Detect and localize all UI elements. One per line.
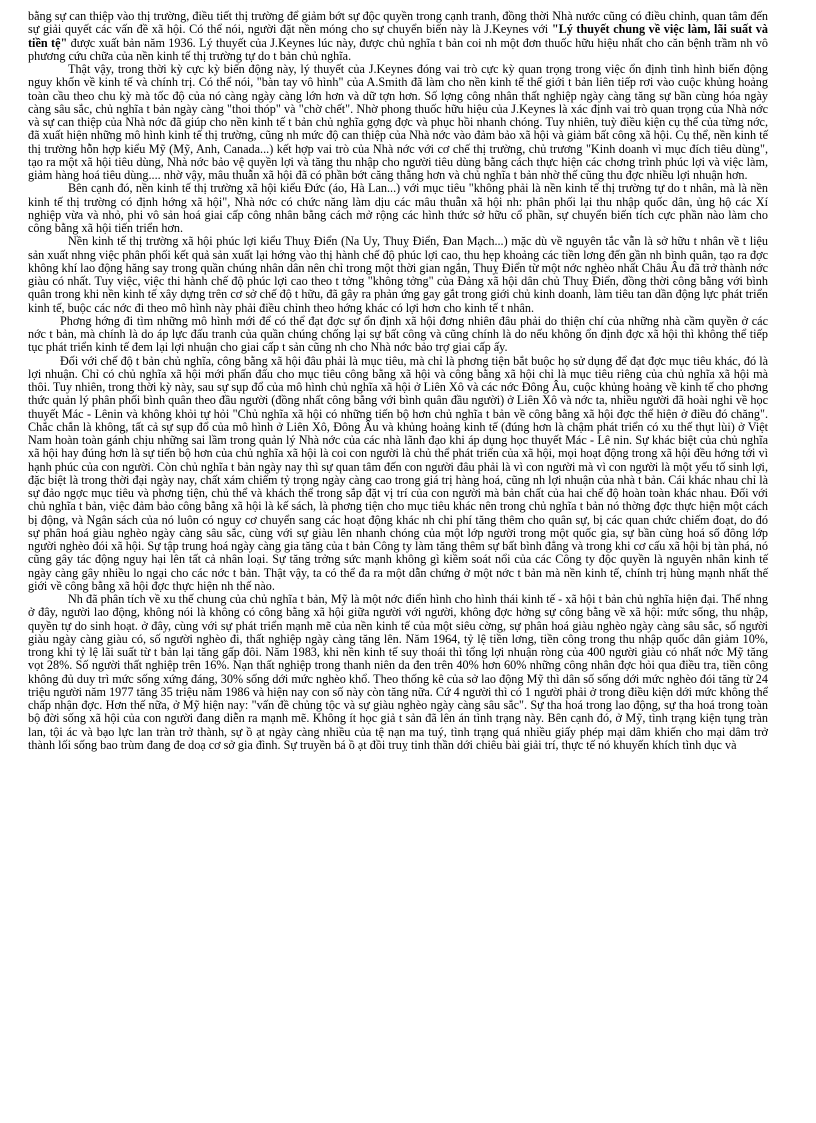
paragraph-intro-before: bằng sự can thiệp vào thị trường, điều tiết thị trường để giảm bớt sự độc quyền trong cạnh tranh, đồng thời Nhà nước cũng có điều chỉnh, quan tâm đến sự giải quyết các vấn đề xã hội. Có thể nói, người đặt nền móng cho sự chuyển biến này là J.Keynes với <box>28 9 768 37</box>
paragraph-usa-analysis: Nh đã phân tích về xu thế chung của chủ nghĩa t bản, Mỹ là một nớc điển hình cho hình thái kinh tế - xã hội t bản chủ nghĩa hiện đại. Thế nhng ở đây, người lao động, không nói là không có công bằng xã hội giữa người với người, không đợc hởng sự công bằng về xã hội: mức sống, thu nhập, quyền tự do sinh hoạt. ở đây, cùng với sự phát triển mạnh mẽ của nền kinh tế của một siêu cờng, sự phân hoá giàu nghèo ngày càng sâu sắc, số người giàu ngày càng giàu có, số người nghèo đi, thất nghiệp ngày càng tăng lên. Năm 1964, tỷ lệ tiền lơng, tiền công trong thu nhập quốc dân giảm 10%, trong khi tỷ lệ lãi suất từ t bản lại tăng gấp đôi. Năm 1983, khi nền kinh tế suy thoái thì tổng lợi nhuận ròng của 400 người giàu có nhất nớc Mỹ tăng vọt 28%. Số người thất nghiệp trên 16%. Nạn thất nghiệp trong thanh niên da đen trên 40% hơn 60% những công nhân đợc hỏi qua điều tra, tiền công không đủ duy trì mức sống xứng đáng, 30% sống dới mức nghèo khổ. Theo thống kê của sở lao động Mỹ thì dân số sống dới mức nghèo đói tăng từ 24 triệu người năm 1977 tăng 35 triệu năm 1986 và hiện nay con số này còn tăng nữa. Cứ 4 người thì có 1 người phải ở trong điều kiện dới mức không thể chấp nhận đợc. Hơn thế nữa, ở Mỹ hiện nay: "vấn đề chủng tộc và sự giàu nghèo ngày càng sâu sắc". Sự tha hoá trong lao động, sự tha hoá trong toàn bộ đời sống xã hội của con người đang diễn ra mạnh mẽ. Không ít học giả t sản đã lên án tình trạng này. Bên cạnh đó, ở Mỹ, tình trạng kiện tụng tràn lan, tội ác và bạo lực lan tràn trở thành, sự ồ ạt ngày càng nhiều của tệ nạn ma tuý, tình trạng quá nhiều giấy phép mại dâm khiến cho mại dâm trở thành lối sống bao trùm đang đe doạ cơ sở gia đình. Sự truyền bá ồ ạt đồi truỵ tinh thần dới chiêu bài giải trí, thực tế nó khuyến khích tình dục và <box>28 592 769 752</box>
paragraph-keynes-role: Thật vậy, trong thời kỳ cực kỳ biến động này, lý thuyết của J.Keynes đóng vai trò cực kỳ quan trọng trong việc ổn định tình hình biến động nguy khốn về kinh tế và chính trị. Có thể nói, "bàn tay vô hình" của A.Smith đã làm cho nền kinh tế thế giới t bản liên tiếp rơi vào cuộc khủng hoảng toàn cầu theo chu kỳ mà tốc độ của nó càng ngày càng lớn hơn và dữ tợn hơn. Số lợng công nhân thất nghiệp ngày càng tăng sự bần cùng hóa ngày càng sâu sắc, chủ nghĩa t bản ngày càng "thoi thóp" và "chờ chết". Nhờ phong thuốc hữu hiệu của J.Keynes là xác định vai trò quan trọng của Nhà nớc và sự can thiệp của Nhà nớc đã giúp cho nền kinh tế t bản chủ nghĩa gợng đợc và phục hồi nhanh chóng. Tuy nhiên, tuỳ điều kiện cụ thể của từng nớc, đã xuất hiện những mô hình kinh tế thị trường, cũng nh mức độ can thiệp của Nhà nớc vào đảm bảo xã hội và giảm bất công xã hội. Cụ thể, nền kinh tế thị trường hỗn hợp kiểu Mỹ (Mỹ, Anh, Canada...) kết hợp vai trò của Nhà nớc với cơ chế thị trường, chủ trương "Kinh doanh vì mục đích tiêu dùng", tạo ra một xã hội tiêu dùng, Nhà nớc bảo vệ quyền lợi và tăng thu nhập cho người tiêu dùng bằng cách thực hiện các chơng trình phúc lợi và việc làm, giảm hàng hoá tiêu dùng.... nhờ vậy, mâu thuẫn xã hội đã có phần bớt căng thẳng hơn và chủ nghĩa t bản nhờ thế cũng thu đợc nhiều lợi nhuận hơn. <box>28 62 768 182</box>
paragraph-intro <box>28 10 768 63</box>
paragraph-capitalism-justice: Đối với chế độ t bản chủ nghĩa, công bằng xã hội đâu phải là mục tiêu, mà chỉ là phơng tiện bắt buộc họ sử dụng để đạt đợc mục tiêu khác, đó là lợi nhuận. Chỉ có chủ nghĩa xã hội mới phấn đấu cho mục tiêu công bằng xã hội và công bằng xã hội chỉ là mục tiêu riêng của chủ nghĩa xã hội mà thôi. Tuy nhiên, trong thời kỳ này, sau sự sụp đổ của mô hình chủ nghĩa xã hội ở Liên Xô và các nớc Đông Âu, cuộc khủng hoảng về kinh tế cho phơng thức quản lý phân phối bình quân theo đầu người (đồng nhất công bằng với bình quân đầu người) ở Liên Xô và nớc ta, nhiều người đã hoài nghi về học thuyết Mác - Lênin và không khỏi tự hỏi "Chủ nghĩa xã hội có những tiến bộ hơn chủ nghĩa t bản về công bằng xã hội đợc thể hiện ở điều đó chăng". Chắc chắn là không, tất cả sự sụp đổ của mô hình ở Liên Xô, Đông Âu và khủng hoảng kinh tế (đúng hơn là chậm phát triển có xu thế thụt lùi) ở Việt Nam hoàn toàn gánh chịu những sai lầm trong quản lý Nhà nớc của các nhà lãnh đạo khi áp dụng học thuyết Mác - Lê nin. Sự khác biệt của chủ nghĩa xã hội hay đúng hơn là sự tiến bộ hơn của chủ nghĩa xã hội là coi con người là chủ thể phát triển của xã hội, mọi hoạt động trong xã hội đều hớng tới vì hạnh phúc của con người. Còn chủ nghĩa t bản ngày nay thì sự quan tâm đến con người đâu phải là vì con người mà vì con người là một yếu tố sinh lợi, đặc biệt là trong thời đại ngày nay, chất xám chiếm tỷ trọng ngày càng cao trong giá trị hàng hoá, cũng nh lợi nhuận của nhà t bản. Cái khác nhau chỉ là sự đảo ngợc mục tiêu và phơng tiện, chủ thể và khách thể trong sắp đặt vị trí của con người mà bản chất của hai chế độ hoàn toàn khác nhau. Đối với chủ nghĩa t bản, việc đảm bảo công bằng xã hội là kế sách, là phơng tiện cho mục tiêu khác nên trong chủ nghĩa t bản nó thờng đợc thực hiện một cách bị động, và Ngân sách của nó luôn có nguy cơ chuyển sang các hoạt động khác nh chi phí tăng thêm cho quân sự, bị các quan chức chiếm đoạt, do đó sự phân hoá giàu nghèo ngày càng sâu sắc, cùng với sự giàu lên nhanh chóng của một lớp người trong một quốc gia, sự bần cùng hoá số đông lớp người nghèo đói xã hội. Sự tập trung hoá ngày càng gia tăng của t bản Công ty làm tăng thêm sự bất bình đẳng và trong khi cơ cấu xã hội bị tàn phá, nó cũng gây tác động nguy hại lên tất cả nhân loại. Sự tăng trởng sức mạnh không gì kiềm soát nổi của các Công ty độc quyền là nguyên nhân kinh tế ngày càng gây nhiều lo ngại cho các nớc t bản. Thật vậy, ta có thể đa ra một dẫn chứng ở một nớc t bản mà nền kinh tế, chính trị hùng mạnh nhất thế giới về công bằng xã hội đợc thực hiện nh thế nào. <box>28 353 768 593</box>
paragraph-swedish-model: Nền kinh tế thị trường xã hội phúc lợi kiểu Thuỵ Điển (Na Uy, Thuỵ Điển, Đan Mạch...) mặc dù về nguyên tắc vẫn là sở hữu t nhân về t liệu sản xuất nhng việc phân phối kết quả sản xuất lại hớng vào thị hành chế độ phúc lợi cao, thu hẹp khoảng các tiền lơng đến gần nh bình quân, tạo ra đợc không khí lao động hăng say trong quần chúng nhân dân nên chỉ trong một thời gian ngắn, Thuỵ Điển từ một nớc nghèo nhất Châu Âu đã trở thành nớc giàu có nhất. Tuy việc, việc thi hành chế độ phúc lợi cao theo t tởng "không tởng" của Đảng xã hội dân chủ Thuỵ Điển, đồng thời công bằng với bình quân trong khi nền kinh tế xây dựng trên cơ sở chế độ t hữu, đã gây ra phản ứng gay gắt trong giới chủ kinh doanh, làm tiêu tan dần động lực phát triển kinh tế, buộc các nớc đi theo mô hình này phải điều chỉnh theo hớng khác có lợi hơn cho kinh tế t nhân. <box>28 234 768 315</box>
book-title-emphasis: "Lý thuyết chung về việc làm, lãi suất và tiền tệ" <box>28 22 768 50</box>
paragraph-intro-after: được xuất bản năm 1936. Lý thuyết của J.Keynes lúc này, được chủ nghĩa t bản coi nh một đơn thuốc hữu hiệu nhất cho căn bệnh trầm nh vô phương cứu chữa của nền kinh tế thị trường tự do t bản chủ nghĩa. <box>28 35 768 63</box>
paragraph-german-model: Bên cạnh đó, nền kinh tế thị trường xã hội kiểu Đức (áo, Hà Lan...) với mục tiêu "không phải là nền kinh tế thị trường tự do t nhân, mà là nền kinh tế thị trường có định hớng xã hội", Nhà nớc có chức năng làm dịu các mâu thuẫn xã hội nh: phân phối lại thu nhập quốc dân, ủng hộ các Xí nghiệp vừa và nhỏ, phi vô sản hoá giai cấp công nhân bằng cách mở rộng các hình thức sở hữu cổ phần, sự chuyển biến tích cực phần nào làm cho công bằng xã hội tiến triển hơn. <box>28 181 768 235</box>
paragraph-new-models: Phơng hớng đi tìm những mô hình mới để có thể đạt đợc sự ổn định xã hội đơng nhiên đâu phải do thiện chí của những nhà cầm quyền ở các nớc t bản, mà chính là do áp lực đấu tranh của quần chúng chống lại sự bất công và cũng chính là do nếu không ổn định đợc xã hội thì không thể tiếp tục phát triển kinh tế đem lại lợi nhuận cho giai cấp t sản cũng nh cho Nhà nớc bảo trợ giai cấp ấy. <box>28 313 768 355</box>
